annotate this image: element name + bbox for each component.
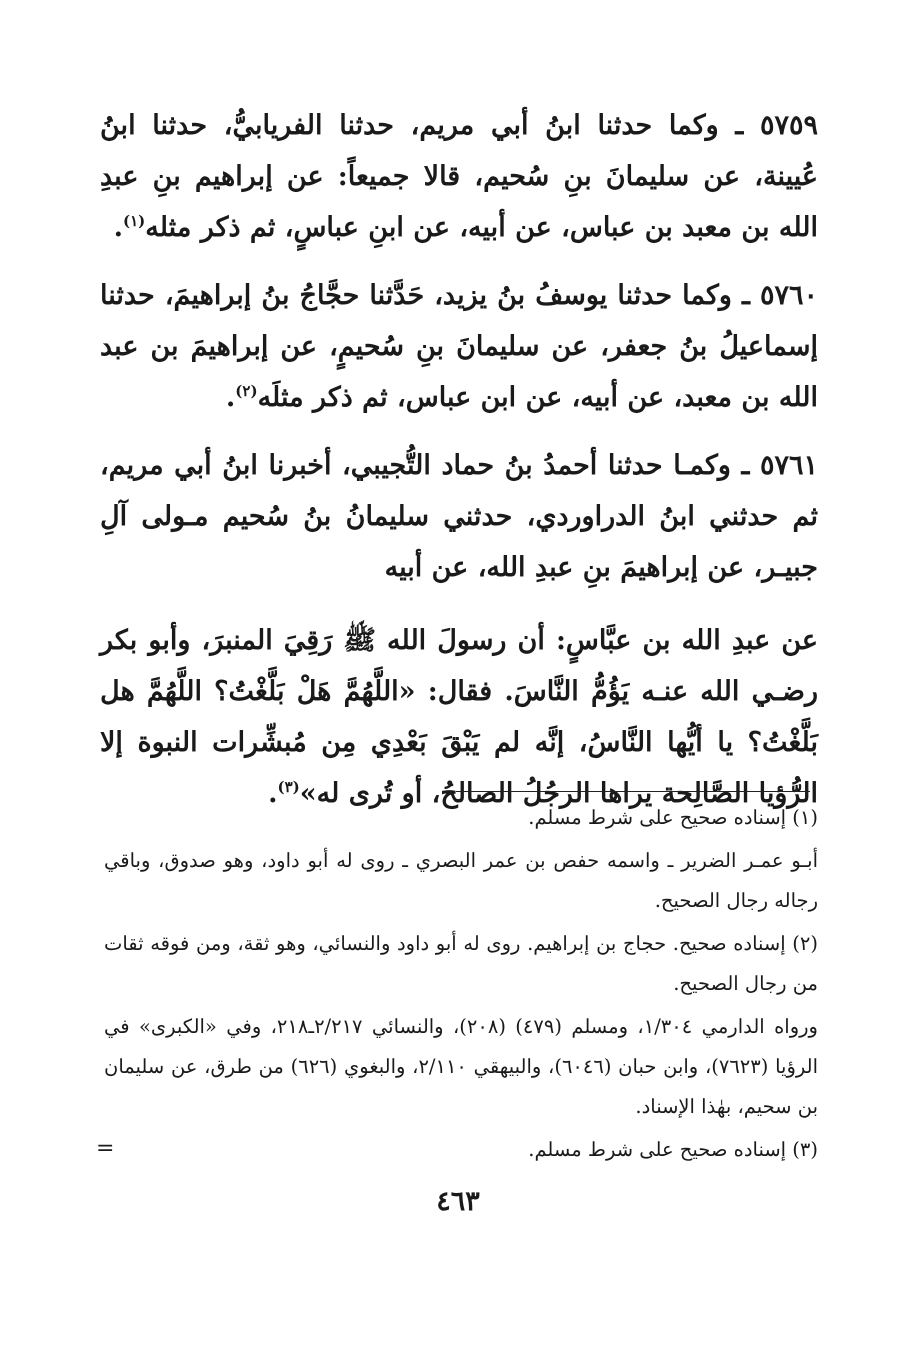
sentence-end: . xyxy=(268,778,278,809)
sentence-end: . xyxy=(225,382,236,413)
hadith-5760 xyxy=(100,270,818,423)
hadith-matn xyxy=(100,615,818,819)
sentence-end: . xyxy=(113,212,123,243)
footnote-2-continued: ورواه الدارمي ١/٣٠٤، ومسلم (٤٧٩) (٢٠٨)، والنسائي ٢/٢١٧ـ٢١٨، وفي «الكبرى» في الرؤيا (٧٦٢٣)، وابن حبان (٦٠٤٦)، والبيهقي ٢/١١٠، والبغوي (٦٢٦) من طرق، عن سليمان بن سحيم، بهٰذا الإسناد. xyxy=(104,1015,819,1118)
footnotes xyxy=(104,798,818,1173)
footnote-2: (٢) إسناده صحيح. حجاج بن إبراهيم. روى له أبو داود والنسائي، وهو ثقة، ومن فوقه ثقات من رجال الصحيح. xyxy=(104,932,818,995)
hadith-5759 xyxy=(100,100,818,253)
hadith-text: ـ وكما حدثنا يوسفُ بنُ يزيد، حَدَّثنا حجَّاجُ بنُ إبراهيمَ، حدثنا إسماعيلُ بنُ جعفر، عن سليمانَ بنِ سُحيمٍ، عن إبراهيمَ بن عبد الله بن معبد، عن أبيه، عن ابن عباس، ثم ذكر مثلَه xyxy=(100,280,818,413)
hadith-number: ٥٧٦٠ xyxy=(759,280,818,311)
footnote-1: (١) إسناده صحيح على شرط مسلم. xyxy=(528,806,818,829)
footnote-reference: (٣) xyxy=(277,778,300,796)
hadith-text: ـ وكمـا حدثنا أحمدُ بنُ حماد التُّجيبي، أخبرنا ابنُ أبي مريم، ثم حدثني ابنُ الدراوردي، حدثني سليمانُ بنُ سُحيم مـولى آلِ جبيـر، عن إبراهيمَ بنِ عبدِ الله، عن أبيه xyxy=(100,450,818,583)
footnote-separator xyxy=(456,791,810,792)
footnote-reference: (٢) xyxy=(235,382,258,400)
footnote-3: (٣) إسناده صحيح على شرط مسلم. xyxy=(528,1138,818,1161)
main-text xyxy=(100,100,818,836)
footnote-reference: (١) xyxy=(122,212,146,230)
footnote-1-continued: أبـو عمـر الضرير ـ واسمه حفص بن عمر البصري ـ روى له أبو داود، وهو صدوق، وباقي رجاله رجال الصحيح. xyxy=(104,849,818,912)
hadith-number: ٥٧٥٩ xyxy=(759,110,818,141)
hadith-text: ـ وكما حدثنا ابنُ أبي مريم، حدثنا الفريابيُّ، حدثنا ابنُ عُيينة، عن سليمانَ بنِ سُحيم، قالا جميعاً: عن إبراهيم بنِ عبدِ الله بن معبد بن عباس، عن أبيه، عن ابنِ عباسٍ، ثم ذكر مثله xyxy=(100,110,818,243)
continuation-mark: = xyxy=(96,1136,115,1161)
page-number: ٤٦٣ xyxy=(436,1186,480,1217)
hadith-number: ٥٧٦١ xyxy=(759,450,818,481)
hadith-text: عن عبدِ الله بن عبَّاسٍ: أن رسولَ الله ﷺ رَقِيَ المنبرَ، وأبو بكر رضـي الله عنـه يَؤُمُّ النَّاسَ. فقال: «اللَّهُمَّ هَلْ بَلَّغْتُ؟ اللَّهُمَّ هل بَلَّغْتُ؟ يا أيُّها النَّاسُ، إنَّه لم يَبْقَ بَعْدِي مِن مُبشِّرات النبوة إلا الرُّؤيا الصَّالِحة يراها الرجُلُ الصالحُ، أو تُرى له» xyxy=(100,625,818,809)
hadith-5761 xyxy=(100,440,818,593)
